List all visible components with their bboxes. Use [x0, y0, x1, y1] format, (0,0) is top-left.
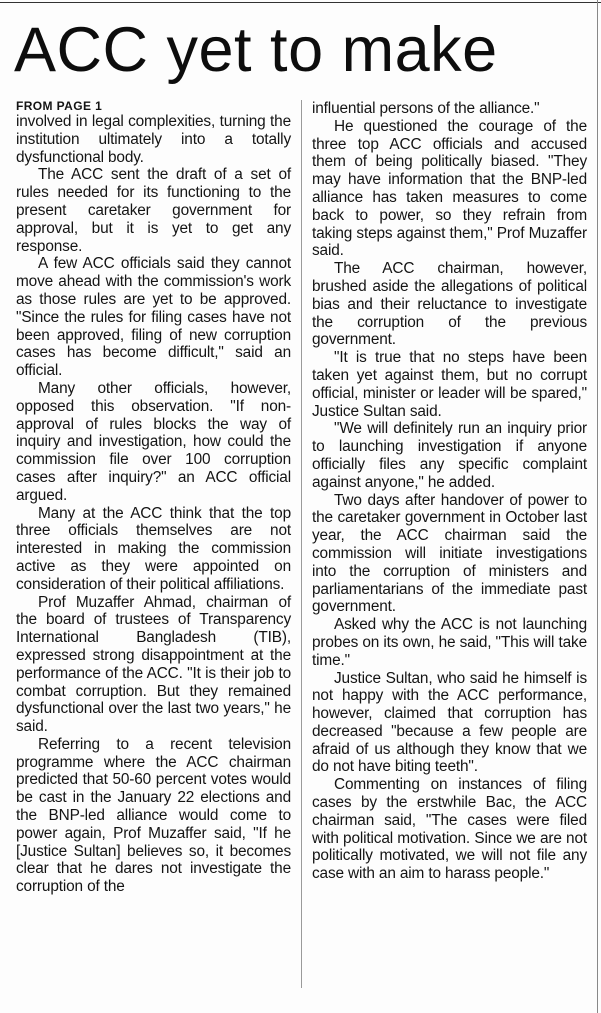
paragraph: Many other officials, however, opposed this observation. "If non-approval of rules blocks the way of inquiry and investigation, how could the commission file over 100 corruption cases after inquiry?" an ACC official argued. — [16, 379, 291, 504]
article-column-right — [312, 100, 587, 883]
paragraph: Commenting on instances of filing cases by the erstwhile Bac, the ACC chairman said, "The cases were filed with political motivation. Since we are not politically motivated, we will not file any case with an aim to harass people." — [312, 776, 587, 883]
column-divider — [301, 100, 302, 988]
paragraph: Justice Sultan, who said he himself is not happy with the ACC performance, however, claimed that corruption has decreased "because a few people are afraid of us although they know that we do not have biting teeth". — [312, 669, 587, 776]
paragraph: "We will definitely run an inquiry prior to launching investigation if anyone officially files any specific complaint against anyone," he added. — [312, 420, 587, 491]
paragraph: The ACC chairman, however, brushed aside the allegations of political bias and their reluctance to investigate the corruption of the previous government. — [312, 260, 587, 349]
paragraph: Many at the ACC think that the top three officials themselves are not interested in making the commission active as they were appointed on consideration of their political affiliations. — [16, 504, 291, 593]
continuation-kicker: FROM PAGE 1 — [16, 99, 103, 113]
article-column-left — [16, 100, 291, 896]
right-border-rule — [597, 0, 598, 1013]
paragraph: A few ACC officials said they cannot move ahead with the commission's work as those rules are yet to be approved. "Since the rules for filing cases have not been approved, filing of new corruption cases has become difficult," said an official. — [16, 255, 291, 380]
paragraph: "It is true that no steps have been taken yet against them, but no corrupt official, minister or leader will be spared," Justice Sultan said. — [312, 349, 587, 420]
paragraph: Asked why the ACC is not launching probes on its own, he said, "This will take time." — [312, 616, 587, 669]
paragraph: He questioned the courage of the three top ACC officials and accused them of being politically biased. "They may have information that the BNP-led alliance has taken measures to come back to power, so they refrain from taking steps against them," Prof Muzaffer said. — [312, 117, 587, 260]
paragraph: Prof Muzaffer Ahmad, chairman of the board of trustees of Transparency International Bangladesh (TIB), expressed strong disappointment at the performance of the ACC. "It is their job to combat corruption. But they remained dysfunctional over the last two years," he said. — [16, 593, 291, 736]
paragraph: influential persons of the alliance." — [312, 100, 540, 117]
paragraph: Referring to a recent television programme where the ACC chairman predicted that 50-60 percent votes would be cast in the January 22 elections and the BNP-led alliance would come to power again, Prof Muzaffer said, "If he [Justice Sultan] believes so, it becomes clear that he dares not investigate the corruption of the — [16, 735, 291, 896]
paragraph: involved in legal complexities, turning the institution ultimately into a totally dysfunctional body. — [16, 113, 291, 166]
paragraph: Two days after handover of power to the caretaker government in October last year, the ACC chairman said the commission will initiate investigations into the corruption of ministers and parliamentarians of the immediate past government. — [312, 491, 587, 616]
headline: ACC yet to make — [14, 15, 498, 85]
top-border-rule — [0, 2, 601, 3]
paragraph: The ACC sent the draft of a set of rules needed for its functioning to the present caretaker government for approval, but it is yet to get any response. — [16, 166, 291, 255]
